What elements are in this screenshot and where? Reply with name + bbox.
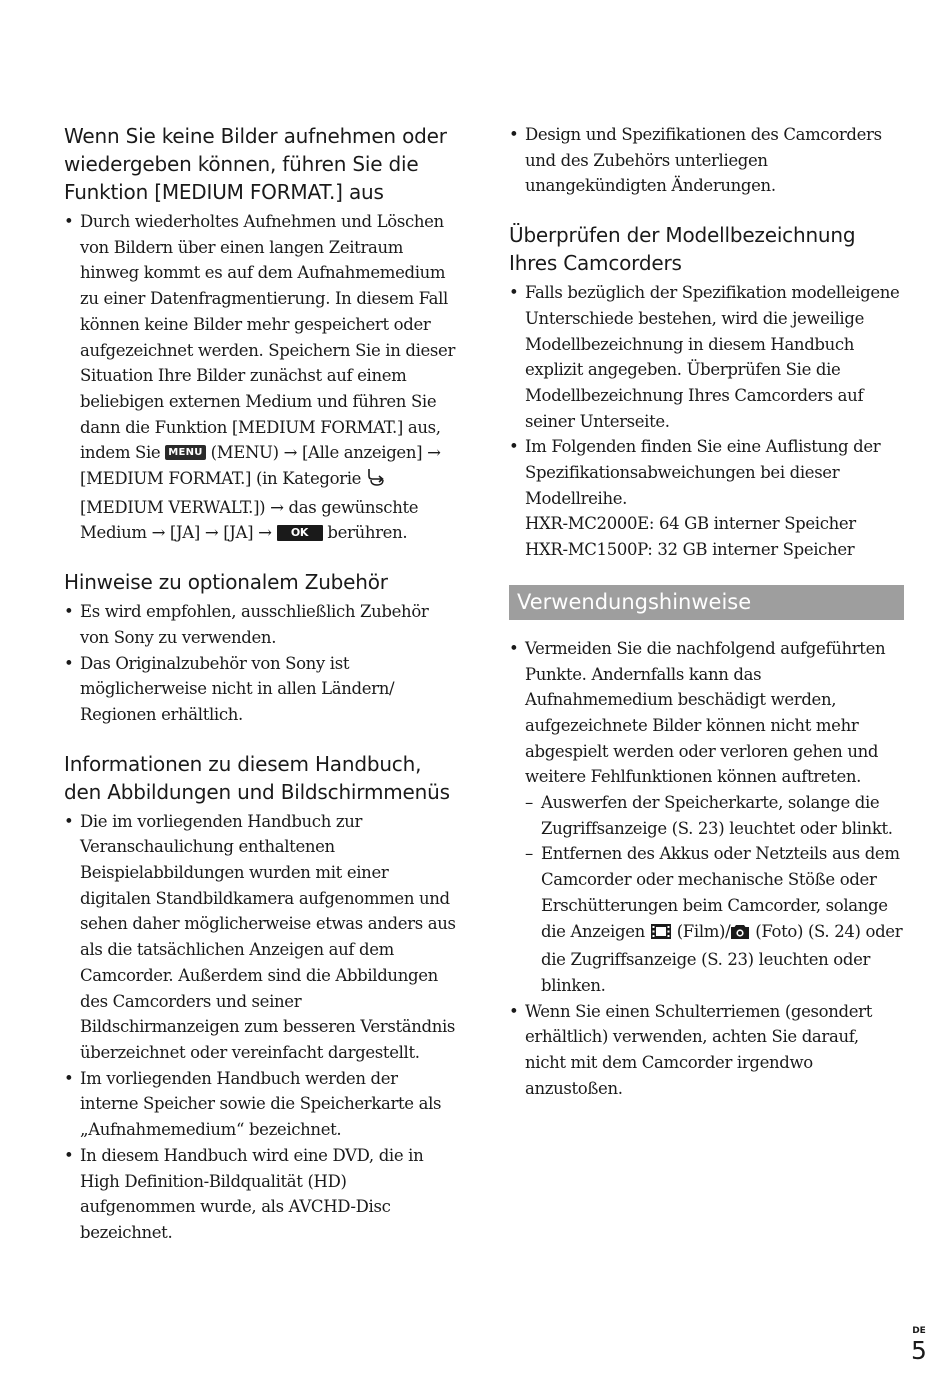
heading-accessories: Hinweise zu optionalem Zubehör <box>64 570 388 595</box>
model-line-mc2000e: HXR-MC2000E: 64 GB interner Speicher <box>525 514 856 534</box>
list-item: • Es wird empfohlen, ausschließlich Zubehör von Sony zu verwenden. <box>64 599 456 650</box>
text-menu-path-2: [MEDIUM VERWALT.]) → das gewünschte Medium → [JA] → [JA] → <box>80 497 419 543</box>
right-column <box>509 122 904 1124</box>
text-menu-path: (MENU) → [Alle anzeigen] → [MEDIUM FORMAT.] (in Kategorie <box>80 443 441 489</box>
list-item: • Die im vorliegenden Handbuch zur Veranschaulichung enthaltenen Beispielabbildungen wurden mit einer digitalen Standbildkamera aufgenommen und sehen daher möglicherweise etwas anders aus als die tatsächlichen Anzeigen auf dem Camcorder. Außerdem sind die Abbildungen des Camcorders und seiner Bildschirmanzeigen zum besseren Verständnis überzeichnet oder vereinfacht dargestellt. <box>64 809 456 1066</box>
heading-medium-format: Wenn Sie keine Bilder aufnehmen oder wiedergeben können, führen Sie die Funktion [MEDIUM FORMAT.] aus <box>64 124 447 204</box>
list-item: • In diesem Handbuch wird eine DVD, die in High Definition-Bildqualität (HD) aufgenommen wurde, als AVCHD-Disc bezeichnet. <box>64 1143 456 1246</box>
dash-item: – Auswerfen der Speicherkarte, solange die Zugriffsanzeige (S. 23) leuchtet oder blinkt. <box>525 790 904 841</box>
list-manual-info <box>64 809 456 1246</box>
text-photo: (Foto) (S. 24) oder die Zugriffsanzeige (S. 23) leuchten oder blinken. <box>541 921 903 995</box>
language-code: DE <box>912 1326 926 1336</box>
text-touch: berühren. <box>327 523 408 543</box>
list-item <box>64 209 456 546</box>
list-model-check <box>509 280 904 563</box>
section-banner-usage: Verwendungshinweise <box>509 585 904 620</box>
page-number-value: 5 <box>911 1336 927 1365</box>
text-model-list-intro: Im Folgenden finden Sie eine Auflistung der Spezifikationsabweichungen bei dieser Modellreihe. <box>525 437 881 508</box>
list-usage <box>509 636 904 1102</box>
dash-item <box>525 841 904 998</box>
left-column <box>64 122 456 1268</box>
list-design <box>509 122 904 199</box>
text-remove-battery: Entfernen des Akkus oder Netzteils aus dem Camcorder oder mechanische Stöße oder Erschütterungen beim Camcorder, solange die Anzeigen <box>541 844 900 941</box>
heading-manual-info: Informationen zu diesem Handbuch, den Abbildungen und Bildschirmmenüs <box>64 751 450 804</box>
page-number <box>908 1326 930 1365</box>
list-accessories <box>64 599 456 728</box>
model-line-mc1500p: HXR-MC1500P: 32 GB interner Speicher <box>525 540 855 560</box>
list-item <box>509 434 904 563</box>
heading-model-check: Überprüfen der Modellbezeichnung Ihres Camcorders <box>509 223 856 276</box>
list-item <box>509 636 904 999</box>
text-fragmentation: Durch wiederholtes Aufnehmen und Löschen von Bildern über einen langen Zeitraum hinweg kommt es auf dem Aufnahmemedium zu einer Datenfragmentierung. In diesem Fall können keine Bilder mehr gespeichert oder aufgezeichnet werden. Speichern Sie in dieser Situation Ihre Bilder zunächst auf einem beliebigen externen Medium und führen Sie dann die Funktion [MEDIUM FORMAT.] aus, indem Sie <box>80 212 455 463</box>
media-manage-icon <box>366 467 388 495</box>
list-item: • Das Originalzubehör von Sony ist möglicherweise nicht in allen Ländern/ Regionen erhältlich. <box>64 651 456 728</box>
text-avoid: Vermeiden Sie die nachfolgend aufgeführten Punkte. Andernfalls kann das Aufnahmemedium beschädigt werden, aufgezeichnete Bilder können nicht mehr abgespielt werden oder verloren gehen und weitere Fehlfunktionen können auftreten. <box>525 638 886 787</box>
list-item: • Im vorliegenden Handbuch werden der interne Speicher sowie die Speicherkarte als „Aufnahmemedium“ bezeichnet. <box>64 1066 456 1143</box>
film-icon <box>650 922 672 948</box>
camera-icon <box>730 922 750 948</box>
menu-button-icon: MENU <box>165 445 205 460</box>
list-item: • Falls bezüglich der Spezifikation modelleigene Unterschiede bestehen, wird die jeweilige Modellbezeichnung in diesem Handbuch explizit angegeben. Überprüfen Sie die Modellbezeichnung Ihres Camcorders auf seiner Unterseite. <box>509 280 904 434</box>
list-item: • Design und Spezifikationen des Camcorders und des Zubehörs unterliegen unangekündigten Änderungen. <box>509 122 904 199</box>
list-medium-format <box>64 209 456 546</box>
ok-button-icon: OK <box>277 525 323 541</box>
text-film: (Film)/ <box>676 921 731 941</box>
dash-list <box>525 790 904 999</box>
list-item: • Wenn Sie einen Schulterriemen (gesondert erhältlich) verwenden, achten Sie darauf, nicht mit dem Camcorder irgendwo anzustoßen. <box>509 999 904 1102</box>
